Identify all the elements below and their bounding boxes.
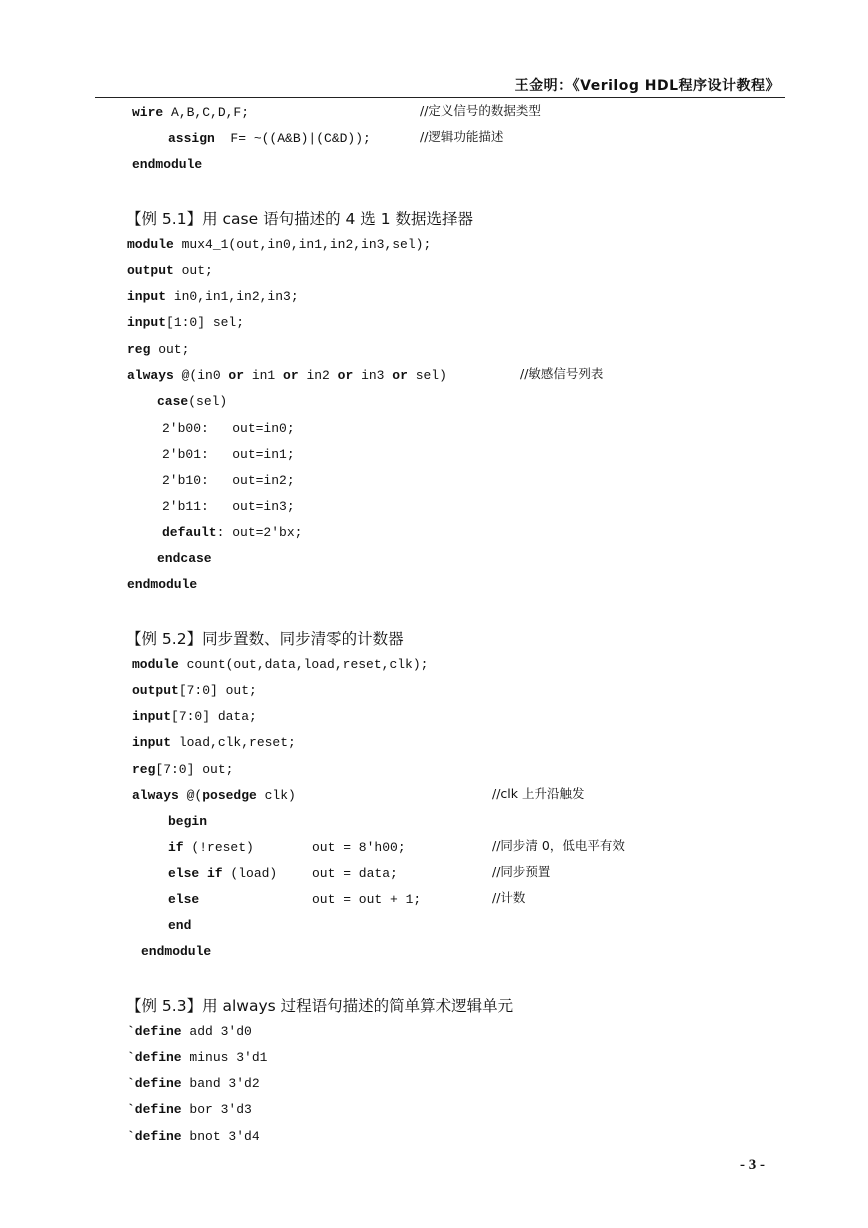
code-line: input[1:0] sel; (127, 315, 245, 330)
header-rule (95, 97, 785, 98)
code-line: endmodule (141, 944, 212, 959)
code-line: reg out; (127, 342, 190, 357)
code-line: module mux4_1(out,in0,in1,in2,in3,sel); (127, 237, 432, 252)
code-line: output[7:0] out; (132, 683, 257, 698)
code-line: `define minus 3'd1 (127, 1050, 268, 1065)
page-number: - 3 - (740, 1157, 765, 1173)
example-5-3-title: 【例 5.3】用 always 过程语句描述的简单算术逻辑单元 (126, 997, 514, 1015)
code-comment: //敏感信号列表 (520, 366, 604, 381)
code-comment: //逻辑功能描述 (420, 129, 504, 144)
code-statement: out = 8'h00; (312, 840, 406, 855)
code-line: `define bor 3'd3 (127, 1102, 252, 1117)
code-line: else (168, 892, 200, 907)
code-line: end (168, 918, 192, 933)
code-line: `define band 3'd2 (127, 1076, 260, 1091)
code-comment: //计数 (492, 890, 526, 905)
code-line: 2'b01: out=in1; (162, 447, 295, 462)
code-line: module count(out,data,load,reset,clk); (132, 657, 429, 672)
code-line: input[7:0] data; (132, 709, 257, 724)
code-line: endmodule (127, 577, 198, 592)
code-line: reg[7:0] out; (132, 762, 234, 777)
code-comment: //同步预置 (492, 864, 551, 879)
code-line: default: out=2'bx; (162, 525, 303, 540)
code-line: `define add 3'd0 (127, 1024, 252, 1039)
code-comment: //clk 上升沿触发 (492, 786, 585, 801)
code-line: else if (load) (168, 866, 278, 881)
code-line: output out; (127, 263, 213, 278)
code-statement: out = out + 1; (312, 892, 422, 907)
code-line: `define bnot 3'd4 (127, 1129, 260, 1144)
code-line: input in0,in1,in2,in3; (127, 289, 299, 304)
code-line: endmodule (132, 157, 203, 172)
code-line: case(sel) (157, 394, 228, 409)
running-header: 王金明：《Verilog HDL程序设计教程》 (514, 78, 780, 94)
code-line: endcase (157, 551, 212, 566)
code-line: assign F= ~((A&B)|(C&D)); (168, 131, 371, 146)
example-5-2-title: 【例 5.2】同步置数、同步清零的计数器 (126, 630, 404, 648)
code-line: 2'b00: out=in0; (162, 421, 295, 436)
code-line: input load,clk,reset; (132, 735, 296, 750)
code-line: 2'b10: out=in2; (162, 473, 295, 488)
code-comment: //同步清 0，低电平有效 (492, 838, 625, 853)
example-5-1-title: 【例 5.1】用 case 语句描述的 4 选 1 数据选择器 (126, 210, 473, 228)
code-line: begin (168, 814, 208, 829)
code-statement: out = data; (312, 866, 398, 881)
code-line: 2'b11: out=in3; (162, 499, 295, 514)
code-line: always @(posedge clk) (132, 788, 296, 803)
code-line: if (!reset) (168, 840, 254, 855)
code-line: always @(in0 or in1 or in2 or in3 or sel) (127, 368, 447, 383)
code-line: wire A,B,C,D,F; (132, 105, 250, 120)
code-comment: //定义信号的数据类型 (420, 103, 541, 118)
